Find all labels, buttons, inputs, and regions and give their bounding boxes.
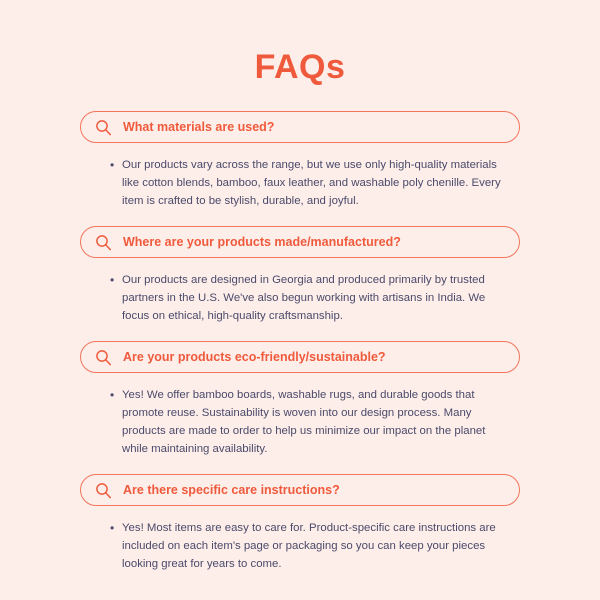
faq-item bbox=[80, 111, 520, 216]
page-title: FAQs bbox=[254, 48, 346, 86]
faq-item bbox=[80, 474, 520, 579]
faq-answer-text: Yes! Most items are easy to care for. Product-specific care instructions are included on each item's page or packaging so you can keep your pieces looking great for years to come. bbox=[122, 522, 496, 570]
faq-list bbox=[0, 111, 600, 579]
faq-question-label: What materials are used? bbox=[123, 119, 275, 134]
bullet-marker: • bbox=[110, 388, 115, 402]
faq-question-label: Are there specific care instructions? bbox=[123, 482, 340, 497]
bullet-marker: • bbox=[110, 273, 115, 287]
faq-question-label: Where are your products made/manufactured? bbox=[123, 234, 401, 249]
faq-question-2[interactable] bbox=[80, 226, 520, 258]
bullet-marker: • bbox=[110, 521, 115, 535]
bullet-marker: • bbox=[110, 158, 115, 172]
faq-item bbox=[80, 226, 520, 331]
faq-answer-2 bbox=[80, 258, 520, 331]
faq-item bbox=[80, 341, 520, 464]
faq-answer-4 bbox=[80, 506, 520, 579]
faq-answer-text: Our products vary across the range, but we use only high-quality materials like cotton blends, bamboo, faux leather, and washable poly chenille. Every item is crafted to be stylish, durable, and joyful. bbox=[122, 159, 501, 207]
faq-answer-text: Yes! We offer bamboo boards, washable rugs, and durable goods that promote reuse. Sustainability is woven into our design process. Many products are made to order to help us minimize our impact on the planet while maintaining availability. bbox=[122, 389, 486, 455]
magnifier-icon bbox=[95, 119, 112, 136]
magnifier-icon bbox=[95, 349, 112, 366]
magnifier-icon bbox=[95, 482, 112, 499]
faq-question-3[interactable] bbox=[80, 341, 520, 373]
faq-question-4[interactable] bbox=[80, 474, 520, 506]
magnifier-icon bbox=[95, 234, 112, 251]
faq-answer-text: Our products are designed in Georgia and produced primarily by trusted partners in the U.S. We've also begun working with artisans in India. We focus on ethical, high-quality craftsmanship. bbox=[122, 274, 486, 322]
faq-question-label: Are your products eco-friendly/sustainable? bbox=[123, 349, 386, 364]
faq-answer-1 bbox=[80, 143, 520, 216]
faq-question-1[interactable] bbox=[80, 111, 520, 143]
faq-answer-3 bbox=[80, 373, 520, 464]
